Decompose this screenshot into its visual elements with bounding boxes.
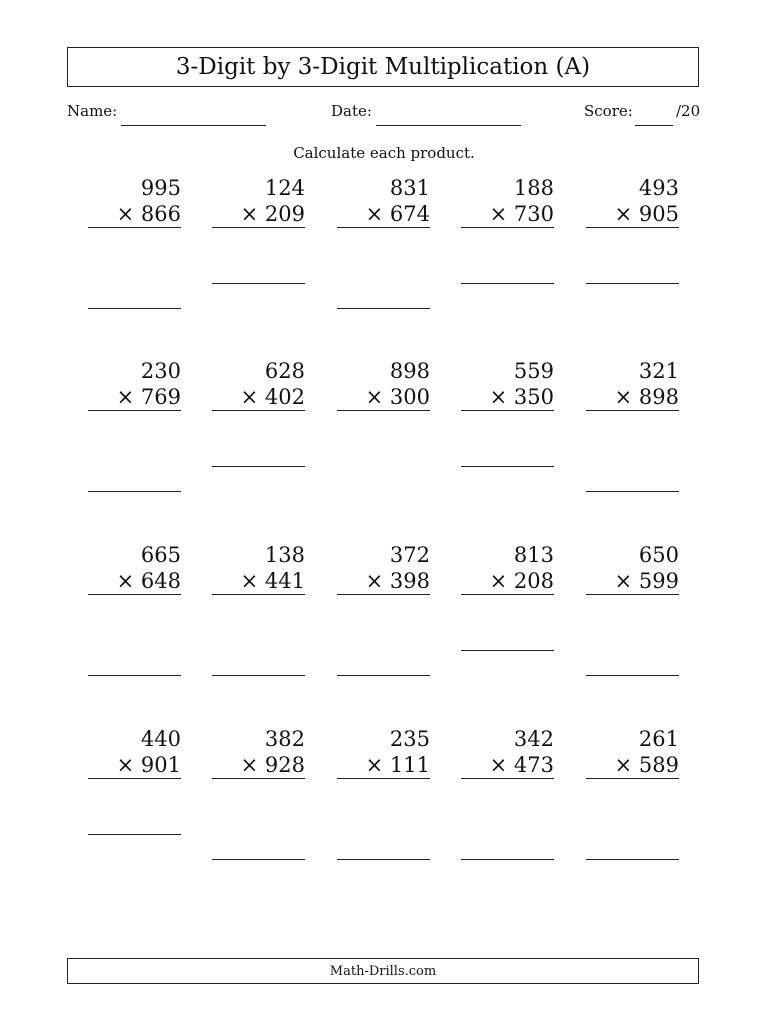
times-sign: × xyxy=(116,569,135,593)
problem-2 xyxy=(212,175,305,228)
date-label: Date: xyxy=(331,102,372,120)
score-label: Score: xyxy=(584,102,633,120)
multiplicand: 230 xyxy=(140,359,181,383)
multiplier-value: 398 xyxy=(389,569,430,593)
multiplicand: 382 xyxy=(264,727,305,751)
multiplier xyxy=(586,201,679,228)
answer-line[interactable] xyxy=(88,834,181,835)
problem-8 xyxy=(337,358,430,411)
times-sign: × xyxy=(365,753,384,777)
problem-19 xyxy=(461,726,554,779)
answer-line[interactable] xyxy=(212,675,305,676)
problem-9 xyxy=(461,358,554,411)
answer-line[interactable] xyxy=(461,650,554,651)
problem-18 xyxy=(337,726,430,779)
times-sign: × xyxy=(116,753,135,777)
problem-11 xyxy=(88,542,181,595)
problem-16 xyxy=(88,726,181,779)
multiplier xyxy=(337,384,430,411)
multiplicand: 665 xyxy=(140,543,181,567)
times-sign: × xyxy=(614,202,633,226)
answer-line[interactable] xyxy=(212,283,305,284)
date-field[interactable] xyxy=(376,125,521,126)
multiplier xyxy=(461,384,554,411)
answer-line[interactable] xyxy=(461,466,554,467)
problem-17 xyxy=(212,726,305,779)
answer-line[interactable] xyxy=(586,283,679,284)
multiplicand: 261 xyxy=(638,727,679,751)
problem-1 xyxy=(88,175,181,228)
worksheet-title: 3-Digit by 3-Digit Multiplication (A) xyxy=(67,47,699,87)
answer-line[interactable] xyxy=(212,466,305,467)
multiplicand: 138 xyxy=(264,543,305,567)
times-sign: × xyxy=(614,753,633,777)
answer-line[interactable] xyxy=(212,859,305,860)
times-sign: × xyxy=(116,385,135,409)
multiplicand: 440 xyxy=(140,727,181,751)
multiplier-value: 111 xyxy=(389,753,430,777)
times-sign: × xyxy=(365,569,384,593)
times-sign: × xyxy=(240,385,259,409)
multiplicand: 342 xyxy=(513,727,554,751)
multiplicand: 995 xyxy=(140,176,181,200)
multiplier-value: 898 xyxy=(638,385,679,409)
footer-credit: Math-Drills.com xyxy=(67,958,699,984)
multiplier-value: 730 xyxy=(513,202,554,226)
times-sign: × xyxy=(489,753,508,777)
problem-15 xyxy=(586,542,679,595)
problem-20 xyxy=(586,726,679,779)
multiplier xyxy=(586,384,679,411)
multiplier xyxy=(212,568,305,595)
answer-line[interactable] xyxy=(337,308,430,309)
times-sign: × xyxy=(489,569,508,593)
multiplier xyxy=(586,752,679,779)
multiplicand: 321 xyxy=(638,359,679,383)
multiplier-value: 350 xyxy=(513,385,554,409)
problem-7 xyxy=(212,358,305,411)
answer-line[interactable] xyxy=(88,675,181,676)
multiplier xyxy=(212,752,305,779)
name-field[interactable] xyxy=(121,125,266,126)
multiplicand: 628 xyxy=(264,359,305,383)
multiplicand: 372 xyxy=(389,543,430,567)
answer-line[interactable] xyxy=(461,283,554,284)
problem-14 xyxy=(461,542,554,595)
multiplier-value: 589 xyxy=(638,753,679,777)
multiplier xyxy=(337,752,430,779)
problem-5 xyxy=(586,175,679,228)
answer-line[interactable] xyxy=(461,859,554,860)
multiplicand: 831 xyxy=(389,176,430,200)
multiplier-value: 674 xyxy=(389,202,430,226)
multiplier-value: 402 xyxy=(264,385,305,409)
multiplier xyxy=(461,201,554,228)
answer-line[interactable] xyxy=(337,859,430,860)
times-sign: × xyxy=(614,385,633,409)
multiplier-value: 769 xyxy=(140,385,181,409)
answer-line[interactable] xyxy=(88,491,181,492)
multiplicand: 235 xyxy=(389,727,430,751)
multiplicand: 493 xyxy=(638,176,679,200)
multiplicand: 559 xyxy=(513,359,554,383)
multiplicand: 124 xyxy=(264,176,305,200)
multiplier-value: 928 xyxy=(264,753,305,777)
score-field[interactable] xyxy=(635,125,673,126)
times-sign: × xyxy=(489,385,508,409)
answer-line[interactable] xyxy=(586,859,679,860)
multiplier-value: 441 xyxy=(264,569,305,593)
problem-12 xyxy=(212,542,305,595)
answer-line[interactable] xyxy=(337,675,430,676)
answer-line[interactable] xyxy=(586,491,679,492)
instructions: Calculate each product. xyxy=(293,144,475,162)
answer-line[interactable] xyxy=(88,308,181,309)
multiplier-value: 209 xyxy=(264,202,305,226)
times-sign: × xyxy=(240,202,259,226)
times-sign: × xyxy=(116,202,135,226)
times-sign: × xyxy=(489,202,508,226)
multiplier xyxy=(337,568,430,595)
problem-4 xyxy=(461,175,554,228)
multiplier-value: 300 xyxy=(389,385,430,409)
problem-13 xyxy=(337,542,430,595)
multiplicand: 813 xyxy=(513,543,554,567)
multiplier xyxy=(461,752,554,779)
multiplier xyxy=(586,568,679,595)
problem-6 xyxy=(88,358,181,411)
multiplicand: 898 xyxy=(389,359,430,383)
answer-line[interactable] xyxy=(586,675,679,676)
multiplier-value: 599 xyxy=(638,569,679,593)
multiplier xyxy=(212,384,305,411)
times-sign: × xyxy=(365,385,384,409)
problem-3 xyxy=(337,175,430,228)
multiplier xyxy=(88,384,181,411)
multiplier xyxy=(88,201,181,228)
times-sign: × xyxy=(240,753,259,777)
multiplier xyxy=(88,752,181,779)
multiplier-value: 208 xyxy=(513,569,554,593)
multiplier-value: 648 xyxy=(140,569,181,593)
name-label: Name: xyxy=(67,102,118,120)
multiplier xyxy=(461,568,554,595)
multiplicand: 650 xyxy=(638,543,679,567)
multiplier xyxy=(88,568,181,595)
score-total: /20 xyxy=(676,102,701,120)
multiplicand: 188 xyxy=(513,176,554,200)
multiplier-value: 866 xyxy=(140,202,181,226)
times-sign: × xyxy=(614,569,633,593)
multiplier xyxy=(212,201,305,228)
times-sign: × xyxy=(240,569,259,593)
multiplier-value: 473 xyxy=(513,753,554,777)
multiplier-value: 901 xyxy=(140,753,181,777)
multiplier-value: 905 xyxy=(638,202,679,226)
problem-10 xyxy=(586,358,679,411)
times-sign: × xyxy=(365,202,384,226)
multiplier xyxy=(337,201,430,228)
